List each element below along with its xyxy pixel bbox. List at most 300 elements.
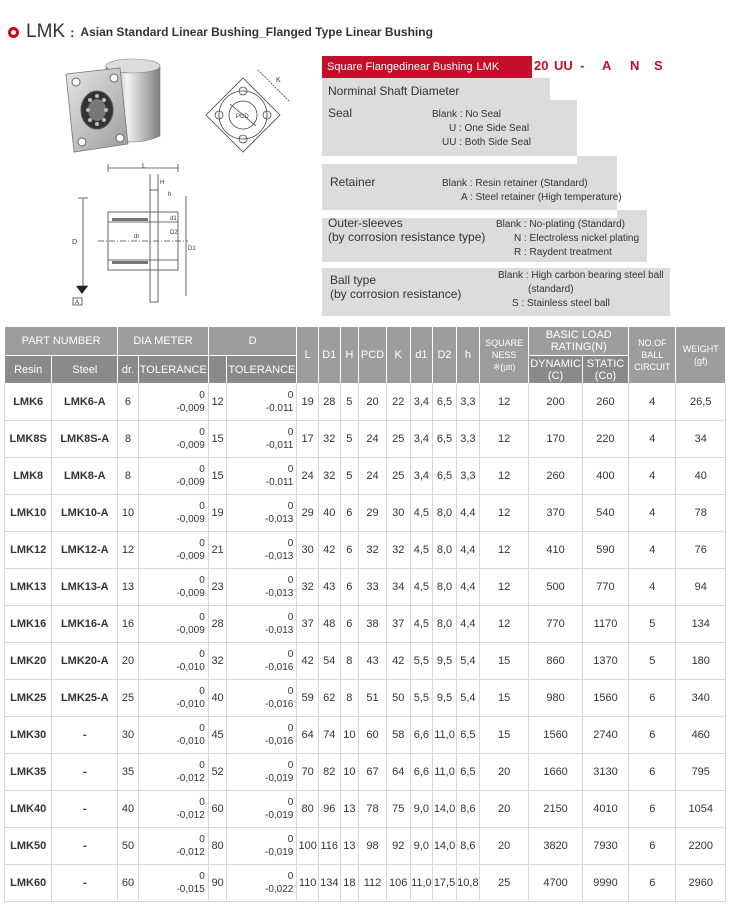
tolerance-upper: 0 [287,723,294,734]
outer-option-blank: Blank : No-plating (Standard) [496,219,625,230]
cell-d: 60 [208,791,227,828]
tolerance-upper: 0 [199,723,205,734]
tolerance-lower: -0,011 [265,477,294,488]
header-dia-meter: DIA METER [118,327,209,356]
cell-balls: 6 [629,754,676,791]
cell-k: 32 [386,532,410,569]
cell-hh: 4,4 [456,569,479,606]
cell-d1: 82 [318,754,340,791]
tolerance-upper: 0 [287,649,294,660]
header-h-small: h [456,327,479,384]
cell-steel: LMK12-A [52,532,118,569]
cell-d: 19 [208,495,227,532]
cell-k: 34 [386,569,410,606]
cell-pcd: 67 [359,754,387,791]
tolerance-upper: 0 [199,649,205,660]
ordering-code-panel [322,56,670,316]
tolerance-upper: 0 [287,390,294,401]
cell-steel: LMK6-A [52,384,118,421]
cell-l: 29 [297,495,319,532]
header-d-value [208,356,227,384]
cell-pcd: 78 [359,791,387,828]
cell-tolerance-dr [138,495,208,532]
outer-option-n: N : Electroless nickel plating [514,233,640,244]
header-steel: Steel [52,356,118,384]
cell-tolerance-dr [138,828,208,865]
header-static-line1: STATIC [586,357,625,370]
red-circle-bullet-icon [8,27,19,38]
cell-d1: 62 [318,680,340,717]
cell-sq: 12 [479,421,528,458]
cell-h: 18 [340,865,359,902]
cell-resin: LMK8 [5,458,52,495]
cell-h: 13 [340,791,359,828]
cell-h: 6 [340,606,359,643]
cell-balls: 4 [629,569,676,606]
outer-sleeves-label: Outer-sleeves [328,216,403,230]
tolerance-lower: -0,019 [265,847,294,858]
code-part-dash: - [580,58,585,73]
cell-hh: 10,8 [456,865,479,902]
cell-h: 10 [340,717,359,754]
table-row [5,421,726,458]
cell-d1: 32 [318,458,340,495]
cell-resin: LMK16 [5,606,52,643]
table-row [5,458,726,495]
cell-h: 5 [340,421,359,458]
tolerance-lower: -0,010 [176,736,205,747]
cell-l: 110 [297,865,319,902]
cell-sq: 15 [479,717,528,754]
cell-d2: 8,0 [433,495,457,532]
cell-d: 90 [208,865,227,902]
cell-l: 37 [297,606,319,643]
table-row [5,828,726,865]
code-bar-label: Square Flangedinear Bushing [327,61,473,73]
cell-l: 19 [297,384,319,421]
cell-l: 59 [297,680,319,717]
cell-resin: LMK6 [5,384,52,421]
cell-h: 6 [340,495,359,532]
cell-d1: 48 [318,606,340,643]
cell-hh: 5,4 [456,643,479,680]
cell-dyn: 2150 [529,791,583,828]
cell-steel: LMK13-A [52,569,118,606]
tolerance-upper: 0 [287,464,294,475]
cell-h: 8 [340,680,359,717]
cell-dyn: 4700 [529,865,583,902]
cell-h: 6 [340,569,359,606]
tolerance-upper: 0 [199,834,205,845]
cell-weight: 2960 [676,865,726,902]
cell-dr: 50 [118,828,139,865]
ball-option-standard: (standard) [528,284,574,295]
tolerance-upper: 0 [287,575,294,586]
cell-steel: LMK10-A [52,495,118,532]
cell-pcd: 43 [359,643,387,680]
cell-balls: 6 [629,865,676,902]
cell-h: 10 [340,754,359,791]
cell-sta: 260 [582,384,628,421]
cell-d2: 6,5 [433,458,457,495]
table-row [5,680,726,717]
cell-balls: 6 [629,680,676,717]
cell-tolerance-d [227,421,297,458]
retainer-option-blank: Blank : Resin retainer (Standard) [442,178,588,189]
cell-hh: 8,6 [456,828,479,865]
datum-a-label: A [75,300,80,306]
cell-d1: 74 [318,717,340,754]
cell-k: 30 [386,495,410,532]
cell-sq: 20 [479,828,528,865]
cell-tolerance-dr [138,865,208,902]
cell-hh: 3,3 [456,384,479,421]
retainer-label: Retainer [330,175,376,189]
cell-balls: 4 [629,532,676,569]
header-squareness [479,327,528,384]
tolerance-lower: -0,009 [176,625,205,636]
cell-k: 50 [386,680,410,717]
product-description: Asian Standard Linear Bushing_Flanged Type Linear Bushing [80,25,433,39]
cell-l: 30 [297,532,319,569]
table-row [5,569,726,606]
cell-tolerance-d [227,606,297,643]
table-row [5,643,726,680]
header-static-line2: (Co) [594,369,617,382]
header-d: D [208,327,297,356]
cell-tolerance-dr [138,421,208,458]
cell-k: 75 [386,791,410,828]
cell-dyn: 3820 [529,828,583,865]
front-view-drawing [196,68,291,163]
code-part-ball: S [654,58,663,73]
tolerance-lower: -0,009 [176,551,205,562]
section-view-drawing [58,160,198,306]
tolerance-lower: -0,016 [265,662,294,673]
cell-resin: LMK35 [5,754,52,791]
cell-d: 45 [208,717,227,754]
cell-h: 8 [340,643,359,680]
cell-steel: - [52,791,118,828]
table-row [5,384,726,421]
cell-d2: 8,0 [433,532,457,569]
tolerance-upper: 0 [199,686,205,697]
cell-dd1: 3,4 [410,458,433,495]
header-weight [676,327,726,384]
cell-sq: 12 [479,495,528,532]
cell-dr: 12 [118,532,139,569]
cell-d: 32 [208,643,227,680]
header-tolerance-dr: TOLERANCE [138,356,208,384]
cell-dyn: 200 [529,384,583,421]
table-row [5,865,726,902]
cell-weight: 78 [676,495,726,532]
cell-weight: 340 [676,680,726,717]
cell-k: 42 [386,643,410,680]
cell-d1: 96 [318,791,340,828]
cell-k: 58 [386,717,410,754]
cell-weight: 795 [676,754,726,791]
header-d1-big: D1 [318,327,340,384]
cell-dd1: 5,5 [410,643,433,680]
cell-dr: 13 [118,569,139,606]
cell-dd1: 4,5 [410,532,433,569]
cell-hh: 4,4 [456,495,479,532]
tolerance-upper: 0 [199,797,205,808]
tolerance-lower: -0,012 [176,810,205,821]
header-l: L [297,327,319,384]
cell-balls: 4 [629,458,676,495]
cell-l: 100 [297,828,319,865]
header-basic-load-line2: RATING(N) [550,341,607,353]
cell-dr: 25 [118,680,139,717]
cell-sq: 20 [479,791,528,828]
cell-resin: LMK12 [5,532,52,569]
code-part-retainer: A [602,58,612,73]
cell-dyn: 170 [529,421,583,458]
tolerance-upper: 0 [199,871,205,882]
cell-sta: 3130 [582,754,628,791]
cell-balls: 5 [629,606,676,643]
cell-tolerance-d [227,384,297,421]
header-k: K [386,327,410,384]
cell-balls: 6 [629,791,676,828]
header-dynamic [529,356,583,384]
cell-d2: 17,5 [433,865,457,902]
cell-sta: 1560 [582,680,628,717]
cell-dyn: 500 [529,569,583,606]
tolerance-lower: -0,019 [265,810,294,821]
cell-hh: 3,3 [456,458,479,495]
cell-tolerance-d [227,643,297,680]
cell-dd1: 5,5 [410,680,433,717]
panel-gap-1 [322,156,577,164]
cell-pcd: 112 [359,865,387,902]
tolerance-lower: -0,009 [176,514,205,525]
panel-notch-4 [647,210,670,268]
nominal-diameter-label: Norminal Shaft Diameter [328,84,460,98]
tolerance-upper: 0 [287,834,294,845]
cell-pcd: 20 [359,384,387,421]
cell-dr: 30 [118,717,139,754]
cell-dyn: 370 [529,495,583,532]
panel-gap-3 [322,262,647,268]
cell-sq: 20 [479,754,528,791]
cell-hh: 6,5 [456,717,479,754]
outer-option-r: R : Raydent treatment [514,247,612,258]
tolerance-lower: -0,016 [265,699,294,710]
cell-d1: 43 [318,569,340,606]
cell-weight: 460 [676,717,726,754]
cell-resin: LMK40 [5,791,52,828]
cell-weight: 26,5 [676,384,726,421]
cell-h: 6 [340,532,359,569]
cell-steel: LMK20-A [52,643,118,680]
cell-steel: LMK8S-A [52,421,118,458]
cell-tolerance-d [227,680,297,717]
cell-dr: 60 [118,865,139,902]
cell-tolerance-d [227,791,297,828]
cell-tolerance-d [227,865,297,902]
d2-big-label: D2 [170,230,178,236]
cell-sta: 9990 [582,865,628,902]
tolerance-lower: -0,010 [176,699,205,710]
cell-pcd: 32 [359,532,387,569]
cell-weight: 180 [676,643,726,680]
tolerance-upper: 0 [287,797,294,808]
header-no-of-ball-line2: BALL [641,350,664,360]
dr-label: dr [134,234,140,240]
cell-pcd: 60 [359,717,387,754]
cell-d: 15 [208,458,227,495]
cell-resin: LMK20 [5,643,52,680]
cell-dr: 8 [118,421,139,458]
cell-tolerance-dr [138,680,208,717]
cell-tolerance-dr [138,606,208,643]
ball-option-blank: Blank : High carbon bearing steel ball [498,270,664,281]
cell-d: 23 [208,569,227,606]
cell-dd1: 6,6 [410,754,433,791]
header-weight-line1: WEIGHT [682,344,719,354]
cell-dr: 10 [118,495,139,532]
d-label: D [72,239,78,246]
cell-sq: 12 [479,532,528,569]
cell-d: 21 [208,532,227,569]
header-basic-load-line1: BASIC LOAD [545,329,612,341]
cell-tolerance-dr [138,791,208,828]
tolerance-upper: 0 [287,501,294,512]
cell-balls: 6 [629,717,676,754]
cell-dr: 6 [118,384,139,421]
cell-d2: 9,5 [433,643,457,680]
cell-dd1: 9,0 [410,828,433,865]
product-code: LMK [26,21,66,42]
tolerance-upper: 0 [199,760,205,771]
cell-balls: 4 [629,495,676,532]
cell-tolerance-d [227,569,297,606]
outer-sleeves-sublabel: (by corrosion resistance type) [328,230,486,244]
tolerance-upper: 0 [287,686,294,697]
cell-l: 80 [297,791,319,828]
cell-sq: 25 [479,865,528,902]
cell-dd1: 4,5 [410,495,433,532]
cell-dd1: 3,4 [410,384,433,421]
cell-sta: 7930 [582,828,628,865]
header-resin: Resin [5,356,52,384]
cell-d2: 11,0 [433,717,457,754]
cell-k: 64 [386,754,410,791]
ball-type-sublabel: (by corrosion resistance) [330,287,462,301]
title-separator: : [70,24,75,40]
cell-d1: 54 [318,643,340,680]
table-body [5,384,726,902]
tolerance-lower: -0,022 [265,884,294,895]
header-dr: dr. [118,356,139,384]
cell-d: 12 [208,384,227,421]
cell-tolerance-d [227,458,297,495]
ball-option-s: S : Stainless steel ball [512,298,610,309]
header-no-of-ball-line3: CIRCUIT [634,362,671,372]
cell-d: 40 [208,680,227,717]
tolerance-lower: -0,009 [176,440,205,451]
cell-sq: 12 [479,606,528,643]
cell-d2: 11,0 [433,754,457,791]
cell-pcd: 98 [359,828,387,865]
tolerance-upper: 0 [287,871,294,882]
cell-k: 106 [386,865,410,902]
seal-option-blank: Blank : No Seal [432,109,501,120]
cell-k: 92 [386,828,410,865]
cell-sta: 4010 [582,791,628,828]
panel-notch-1 [550,78,670,100]
cell-d: 80 [208,828,227,865]
cell-steel: - [52,828,118,865]
seal-option-uu: UU : Both Side Seal [442,137,531,148]
cell-d2: 9,5 [433,680,457,717]
code-part-size: 20 [534,58,549,73]
header-squareness-line2: NESS [491,350,517,360]
cell-d2: 8,0 [433,569,457,606]
cell-weight: 40 [676,458,726,495]
cell-dyn: 1660 [529,754,583,791]
tolerance-upper: 0 [287,612,294,623]
tolerance-lower: -0,011 [265,403,294,414]
cell-tolerance-dr [138,717,208,754]
header-d1-small: d1 [410,327,433,384]
cell-sta: 1370 [582,643,628,680]
table-row [5,717,726,754]
cell-dyn: 770 [529,606,583,643]
cell-balls: 4 [629,421,676,458]
header-tolerance-d: TOLERANCE [227,356,297,384]
cell-d2: 14,0 [433,791,457,828]
cell-tolerance-dr [138,569,208,606]
cell-dd1: 4,5 [410,606,433,643]
cell-sq: 12 [479,458,528,495]
cell-resin: LMK25 [5,680,52,717]
cell-hh: 4,4 [456,532,479,569]
cell-tolerance-d [227,717,297,754]
cell-steel: - [52,754,118,791]
tolerance-lower: -0,019 [265,773,294,784]
cell-pcd: 51 [359,680,387,717]
cell-l: 17 [297,421,319,458]
tolerance-lower: -0,013 [265,625,294,636]
code-part-outer: N [630,58,640,73]
specification-table [4,326,726,902]
cell-sq: 12 [479,384,528,421]
header-squareness-line3: ※(㎛) [492,362,516,372]
cell-tolerance-d [227,532,297,569]
tolerance-lower: -0,013 [265,514,294,525]
cell-sta: 2740 [582,717,628,754]
tolerance-lower: -0,009 [176,403,205,414]
cell-dyn: 860 [529,643,583,680]
cell-d: 28 [208,606,227,643]
cell-pcd: 24 [359,421,387,458]
header-static [582,356,628,384]
cell-resin: LMK50 [5,828,52,865]
cell-balls: 4 [629,384,676,421]
cell-dd1: 3,4 [410,421,433,458]
tolerance-upper: 0 [199,390,205,401]
cell-dr: 35 [118,754,139,791]
cell-k: 25 [386,421,410,458]
cell-k: 25 [386,458,410,495]
tolerance-upper: 0 [199,464,205,475]
cell-d2: 8,0 [433,606,457,643]
cell-d: 15 [208,421,227,458]
